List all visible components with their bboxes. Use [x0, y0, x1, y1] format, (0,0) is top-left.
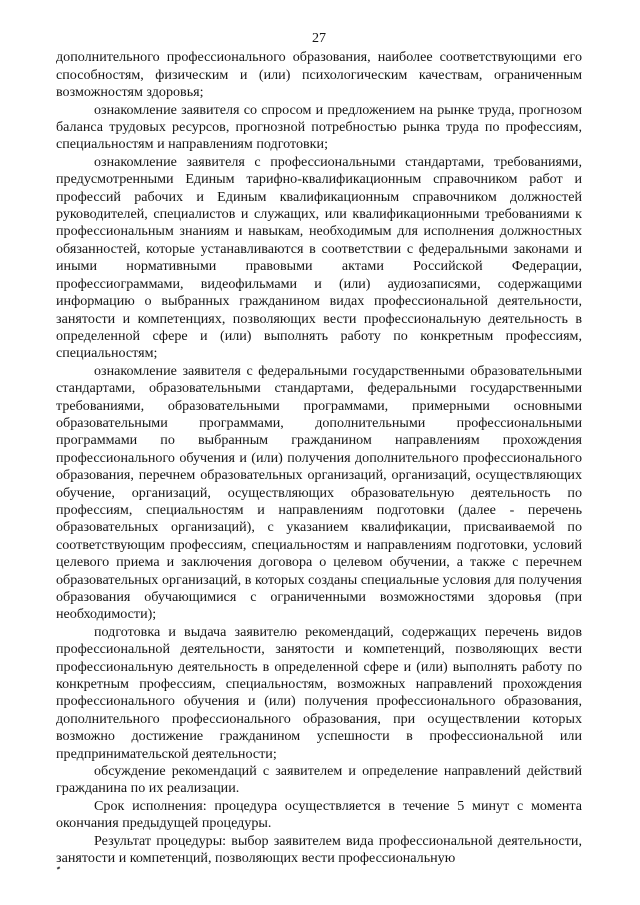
paragraph-recommendations: подготовка и выдача заявителю рекомендаций, содержащих перечень видов профессиональной деятельности, занятости и компетенций, позволяющих вести профессиональную деятельность в определенной сфере и (или) выполнять работу по конкретным профессиям, специальностям, возможных направлений прохождения профессионального обучения и (или) получения профессионального образования, дополнительного профессионального образования, при осуществлении которых возможно достижение гражданином успешности в профессиональной или предпринимательской деятельности;: [56, 623, 582, 762]
paragraph-educational-standards: ознакомление заявителя с федеральными государственными образовательными стандартами, образовательными стандартами, федеральными государственными требованиями, образовательными программами, примерными основными образовательными программами, дополнительными профессиональными программами по выбранным гражданином направлениям прохождения профессионального обучения и (или) получения дополнительного профессионального образования, перечнем образовательных организаций, организаций, осуществляющих обучение, организаций, осуществляющих образовательную деятельность по профессиям, специальностям и направлениям подготовки (далее - перечень образовательных организаций), с указанием квалификации, присваиваемой по соответствующим профессиям, специальностям и направлениям подготовки, условий целевого приема и заключения договора о целевом обучении, а также с перечнем образовательных организаций, в которых созданы специальные условия для получения образования обучающимися с ограниченными возможностями здоровья (при необходимости);: [56, 362, 582, 623]
paragraph-result: Результат процедуры: выбор заявителем вида профессиональной деятельности, занятости и компетенций, позволяющих вести профессиональную: [56, 832, 582, 867]
page-number: 27: [311, 30, 327, 46]
paragraph-discussion: обсуждение рекомендаций с заявителем и определение направлений действий гражданина по их реализации.: [56, 763, 582, 797]
scan-speck: [57, 866, 61, 869]
document-page: [56, 30, 582, 868]
paragraph-professional-standards: ознакомление заявителя с профессиональными стандартами, требованиями, предусмотренными Единым тарифно-квалификационным справочником работ и профессий рабочих и Единым квалификационным справочником должностей руководителей, специалистов и служащих, или квалификационными требованиями к профессиональным знаниям и навыкам, необходимым для исполнения должностных обязанностей, которые устанавливаются в соответствии с федеральными законами и иными нормативными правовыми актами Российской Федерации, профессиограммами, видеофильмами и (или) аудиозаписями, содержащими информацию о выбранных гражданином видах профессиональной деятельности, занятости и компетенциях, позволяющих вести профессиональную деятельность в определенной сфере и (или) выполнять работу по конкретным профессиям, специальностям;: [56, 153, 582, 362]
paragraph-labor-market: ознакомление заявителя со спросом и предложением на рынке труда, прогнозом баланса трудовых ресурсов, прогнозной потребностью рынка труда по профессиям, специальностям и направлениям подготовки;: [56, 101, 582, 153]
paragraph-continuation: дополнительного профессионального образования, наиболее соответствующими его способностям, физическим и (или) психологическим качествам, ограниченным возможностям здоровья;: [56, 49, 582, 101]
paragraph-deadline: Срок исполнения: процедура осуществляется в течение 5 минут с момента окончания предыдущей процедуры.: [56, 797, 582, 832]
